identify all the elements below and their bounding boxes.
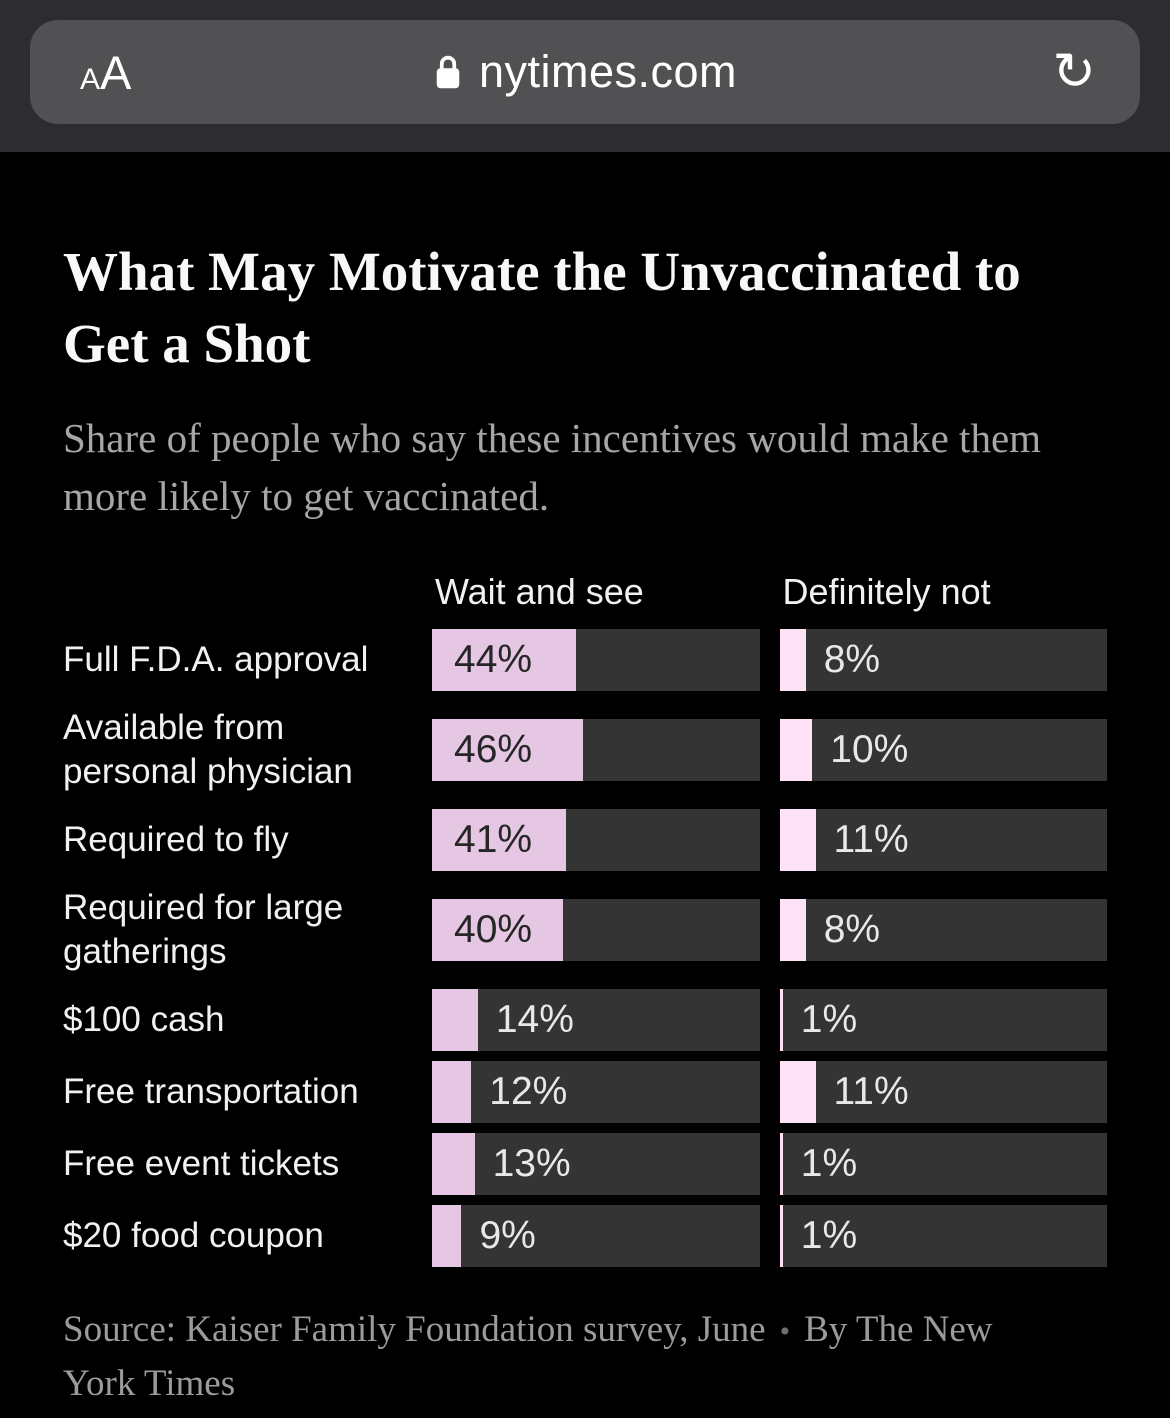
bar-fill — [780, 989, 783, 1051]
bar-value-label: 10% — [830, 728, 909, 772]
chart-row — [63, 1205, 1107, 1267]
row-label: $20 food coupon — [63, 1216, 324, 1256]
text-size-button[interactable]: A A — [30, 45, 200, 100]
reload-button[interactable] — [970, 42, 1140, 102]
bar-fill — [432, 1205, 461, 1267]
row-label: $100 cash — [63, 1000, 225, 1040]
bar-value-label: 1% — [800, 1142, 858, 1186]
bar-fill — [780, 899, 806, 961]
bar-value-label: 11% — [833, 818, 909, 862]
source-text: Source: Kaiser Family Foundation survey, June — [63, 1309, 766, 1351]
row-label: Full F.D.A. approval — [63, 640, 369, 680]
bar-track-definitely-not — [780, 1133, 1108, 1195]
row-label: Free transportation — [63, 1072, 359, 1112]
article-body — [0, 236, 1170, 1411]
bar-track-wait-and-see — [432, 899, 760, 961]
text-size-icon: A — [80, 62, 101, 96]
bar-value-label: 46% — [454, 728, 533, 772]
row-label: Required to fly — [63, 820, 289, 860]
chart-rows — [63, 629, 1107, 1267]
bar-fill — [780, 1133, 783, 1195]
bar-value-label: 1% — [800, 1214, 858, 1258]
column-header-wait-and-see: Wait and see — [435, 571, 644, 613]
bar-fill — [432, 1133, 475, 1195]
byline-text: By The New York Times — [63, 1309, 993, 1405]
bar-track-wait-and-see — [432, 629, 760, 691]
bar-track-wait-and-see — [432, 719, 760, 781]
bar-track-definitely-not — [780, 899, 1108, 961]
header-spacer — [63, 571, 412, 613]
chart-row — [63, 1133, 1107, 1195]
bar-track-definitely-not — [780, 629, 1108, 691]
chart-subtitle: Share of people who say these incentives would make them more likely to get vaccinated. — [63, 415, 1042, 520]
bar-track-definitely-not — [780, 1205, 1108, 1267]
chart-row — [63, 1061, 1107, 1123]
chart-row — [63, 809, 1107, 871]
bar-fill — [780, 1061, 816, 1123]
row-label: Available from personal physician — [63, 708, 353, 792]
bullet-separator: • — [779, 1315, 791, 1349]
lock-icon — [433, 53, 463, 91]
chart-row — [63, 989, 1107, 1051]
row-label: Required for large gatherings — [63, 888, 344, 972]
chart-row — [63, 888, 1107, 972]
bar-track-wait-and-see — [432, 989, 760, 1051]
bar-track-definitely-not — [780, 1061, 1108, 1123]
bar-track-wait-and-see — [432, 809, 760, 871]
bar-fill — [780, 809, 816, 871]
column-header-definitely-not: Definitely not — [782, 571, 991, 613]
bar-value-label: 8% — [823, 908, 881, 952]
bar-fill — [432, 989, 478, 1051]
bar-value-label: 41% — [454, 818, 533, 862]
reload-icon: ↻ — [1052, 42, 1096, 102]
chart-column-headers — [63, 571, 1107, 613]
address-field[interactable] — [200, 46, 970, 98]
bar-track-definitely-not — [780, 809, 1108, 871]
chart-row — [63, 708, 1107, 792]
bar-value-label: 44% — [454, 638, 533, 682]
bar-fill — [780, 719, 813, 781]
bar-value-label: 11% — [833, 1070, 909, 1114]
bar-value-label: 13% — [492, 1142, 571, 1186]
bar-track-wait-and-see — [432, 1133, 760, 1195]
url-bar[interactable] — [30, 20, 1140, 124]
bar-track-definitely-not — [780, 989, 1108, 1051]
source-note — [63, 1303, 1068, 1410]
bar-fill — [432, 1061, 471, 1123]
bar-value-label: 40% — [454, 908, 533, 952]
bar-track-definitely-not — [780, 719, 1108, 781]
bar-value-label: 1% — [800, 998, 858, 1042]
bar-value-label: 8% — [823, 638, 881, 682]
row-label: Free event tickets — [63, 1144, 340, 1184]
bar-track-wait-and-see — [432, 1205, 760, 1267]
bar-chart — [63, 571, 1107, 1267]
browser-chrome — [0, 0, 1170, 152]
page-title: What May Motivate the Unvaccinated to Get a Shot — [63, 241, 1021, 374]
bar-track-wait-and-see — [432, 1061, 760, 1123]
url-text: nytimes.com — [478, 46, 738, 97]
bar-value-label: 14% — [495, 998, 574, 1042]
bar-value-label: 12% — [489, 1070, 568, 1114]
bar-fill — [780, 1205, 783, 1267]
bar-value-label: 9% — [479, 1214, 536, 1258]
bar-fill — [780, 629, 806, 691]
chart-row — [63, 629, 1107, 691]
